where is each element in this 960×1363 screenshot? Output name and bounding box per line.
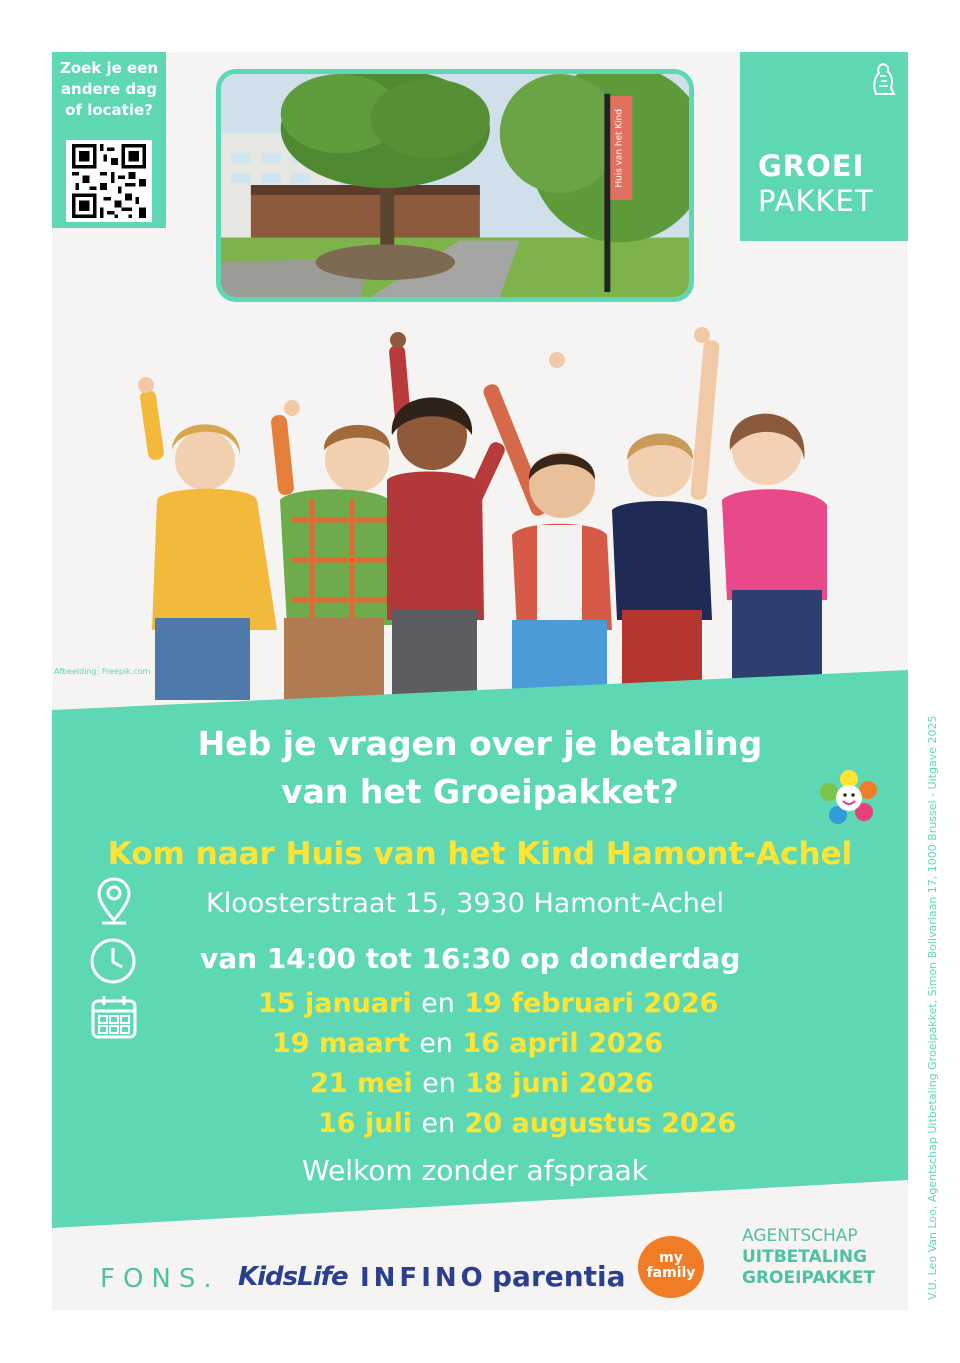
children-photo xyxy=(52,300,908,700)
welcome-text: Welkom zonder afspraak xyxy=(302,1154,648,1187)
infino-logo: INFINO xyxy=(360,1263,487,1293)
address: Kloosterstraat 15, 3930 Hamont-Achel xyxy=(206,888,725,919)
date-row xyxy=(272,1028,663,1059)
date-second: 19 februari 2026 xyxy=(464,988,719,1019)
image-credit: Afbeelding: Freepik.com xyxy=(54,667,151,676)
qr-caption: Zoek je een andere dag of locatie? xyxy=(59,59,159,119)
logo-line-2: PAKKET xyxy=(758,184,874,218)
location-pin-icon xyxy=(96,876,132,926)
building-photo xyxy=(216,69,694,302)
groeipakket-logo xyxy=(740,52,908,241)
lion-icon xyxy=(870,62,896,96)
headline-line-1: Heb je vragen over je betaling xyxy=(197,724,763,763)
date-second: 18 juni 2026 xyxy=(465,1068,654,1099)
flower-mascot-icon xyxy=(818,770,880,826)
date-row xyxy=(318,1108,736,1139)
banner-text: Huis van het Kind xyxy=(614,109,625,188)
date-first: 19 maart xyxy=(272,1028,410,1059)
logo-line-1: GROEI xyxy=(758,149,865,183)
location-title: Kom naar Huis van het Kind Hamont-Achel xyxy=(107,836,853,872)
date-row xyxy=(258,988,718,1019)
agency-line-2: UITBETALING xyxy=(742,1247,868,1267)
date-first: 16 juli xyxy=(318,1108,412,1139)
opening-hours: van 14:00 tot 16:30 op donderdag xyxy=(200,942,741,975)
myfamily-line-1: my xyxy=(659,1250,683,1266)
qr-code-icon[interactable] xyxy=(66,140,152,222)
date-first: 21 mei xyxy=(310,1068,413,1099)
clock-icon xyxy=(88,936,138,986)
headline-line-2: van het Groeipakket? xyxy=(281,772,679,811)
date-second: 20 augustus 2026 xyxy=(464,1108,737,1139)
date-conj: en xyxy=(422,1068,456,1099)
agency-line-1: AGENTSCHAP xyxy=(742,1226,858,1246)
date-conj: en xyxy=(419,1028,453,1059)
qr-box[interactable] xyxy=(52,52,166,228)
date-row xyxy=(310,1068,654,1099)
calendar-icon xyxy=(90,994,138,1040)
fons-logo: FONS. xyxy=(100,1264,220,1294)
parentia-logo: parentia xyxy=(492,1260,626,1293)
legal-text: V.U. Leo Van Loo, Agentschap Uitbetaling Groeipakket, Simon Bolivarlaan 17, 1000 Brussel - Uitgave 2025 xyxy=(926,715,939,1300)
date-conj: en xyxy=(421,988,455,1019)
date-conj: en xyxy=(421,1108,456,1139)
myfamily-logo xyxy=(638,1236,704,1298)
date-first: 15 januari xyxy=(258,988,412,1019)
myfamily-line-2: family xyxy=(646,1265,696,1281)
kidslife-logo: KidsLife xyxy=(238,1262,348,1292)
date-second: 16 april 2026 xyxy=(462,1028,664,1059)
agency-line-3: GROEIPAKKET xyxy=(742,1268,876,1288)
agency-logo xyxy=(742,1226,875,1289)
